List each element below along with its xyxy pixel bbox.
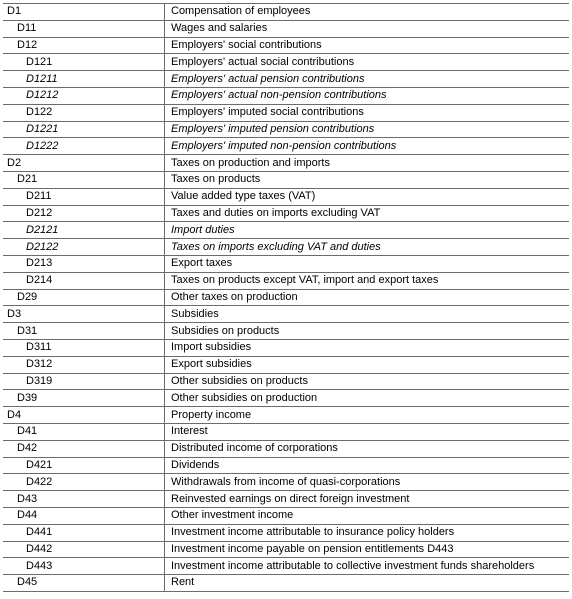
row-label: Import duties — [165, 222, 570, 239]
row-code: D442 — [3, 541, 165, 558]
row-code: D319 — [3, 373, 165, 390]
row-label: Taxes and duties on imports excluding VAT — [165, 205, 570, 222]
table-row — [3, 4, 569, 21]
row-code: D1 — [3, 4, 165, 21]
table-row — [3, 222, 569, 239]
row-label: Employers' imputed social contributions — [165, 104, 570, 121]
table-row — [3, 255, 569, 272]
table-row — [3, 306, 569, 323]
row-label: Subsidies — [165, 306, 570, 323]
table-row — [3, 558, 569, 575]
row-code: D29 — [3, 289, 165, 306]
row-label: Taxes on products — [165, 171, 570, 188]
row-code: D1211 — [3, 71, 165, 88]
row-label: Employers' actual social contributions — [165, 54, 570, 71]
row-code: D3 — [3, 306, 165, 323]
table-row — [3, 289, 569, 306]
table-row — [3, 138, 569, 155]
row-label: Import subsidies — [165, 339, 570, 356]
row-label: Withdrawals from income of quasi-corporations — [165, 474, 570, 491]
table-row — [3, 541, 569, 558]
table-row — [3, 205, 569, 222]
row-code: D4 — [3, 407, 165, 424]
row-code: D44 — [3, 507, 165, 524]
row-code: D211 — [3, 188, 165, 205]
row-code: D2121 — [3, 222, 165, 239]
row-code: D214 — [3, 272, 165, 289]
table-body — [3, 4, 569, 592]
row-label: Other subsidies on products — [165, 373, 570, 390]
table-row — [3, 457, 569, 474]
row-code: D1222 — [3, 138, 165, 155]
row-code: D41 — [3, 423, 165, 440]
table-row — [3, 37, 569, 54]
row-label: Interest — [165, 423, 570, 440]
table-row — [3, 121, 569, 138]
row-code: D312 — [3, 356, 165, 373]
row-code: D45 — [3, 575, 165, 592]
row-code: D2122 — [3, 239, 165, 256]
row-label: Taxes on products except VAT, import and export taxes — [165, 272, 570, 289]
row-code: D43 — [3, 491, 165, 508]
row-code: D2 — [3, 155, 165, 172]
row-label: Investment income attributable to insurance policy holders — [165, 524, 570, 541]
row-label: Dividends — [165, 457, 570, 474]
row-code: D122 — [3, 104, 165, 121]
row-label: Other taxes on production — [165, 289, 570, 306]
row-code: D421 — [3, 457, 165, 474]
row-label: Rent — [165, 575, 570, 592]
row-code: D121 — [3, 54, 165, 71]
row-code: D422 — [3, 474, 165, 491]
table-row — [3, 390, 569, 407]
row-code: D1221 — [3, 121, 165, 138]
row-label: Compensation of employees — [165, 4, 570, 21]
table-row — [3, 575, 569, 592]
row-label: Employers' imputed non-pension contributions — [165, 138, 570, 155]
row-code: D443 — [3, 558, 165, 575]
table-row — [3, 54, 569, 71]
row-label: Employers' actual non-pension contributions — [165, 87, 570, 104]
table-row — [3, 71, 569, 88]
row-code: D311 — [3, 339, 165, 356]
table-row — [3, 188, 569, 205]
row-label: Value added type taxes (VAT) — [165, 188, 570, 205]
classification-table — [3, 3, 569, 592]
row-label: Other subsidies on production — [165, 390, 570, 407]
row-label: Taxes on imports excluding VAT and duties — [165, 239, 570, 256]
row-label: Employers' imputed pension contributions — [165, 121, 570, 138]
table-row — [3, 423, 569, 440]
row-code: D441 — [3, 524, 165, 541]
row-code: D31 — [3, 323, 165, 340]
row-label: Subsidies on products — [165, 323, 570, 340]
table-row — [3, 339, 569, 356]
row-label: Export taxes — [165, 255, 570, 272]
row-code: D1212 — [3, 87, 165, 104]
row-label: Taxes on production and imports — [165, 155, 570, 172]
table-row — [3, 440, 569, 457]
row-code: D213 — [3, 255, 165, 272]
table-row — [3, 104, 569, 121]
row-code: D21 — [3, 171, 165, 188]
row-code: D11 — [3, 20, 165, 37]
row-code: D12 — [3, 37, 165, 54]
row-label: Employers' actual pension contributions — [165, 71, 570, 88]
table-row — [3, 20, 569, 37]
table-row — [3, 507, 569, 524]
table-row — [3, 87, 569, 104]
row-label: Other investment income — [165, 507, 570, 524]
table-row — [3, 356, 569, 373]
row-label: Investment income payable on pension entitlements D443 — [165, 541, 570, 558]
table-row — [3, 272, 569, 289]
table-row — [3, 524, 569, 541]
row-label: Distributed income of corporations — [165, 440, 570, 457]
table-row — [3, 474, 569, 491]
row-label: Export subsidies — [165, 356, 570, 373]
table-row — [3, 323, 569, 340]
table-row — [3, 171, 569, 188]
row-label: Employers' social contributions — [165, 37, 570, 54]
row-label: Property income — [165, 407, 570, 424]
table-row — [3, 407, 569, 424]
table-row — [3, 373, 569, 390]
row-label: Investment income attributable to collective investment funds shareholders — [165, 558, 570, 575]
table-row — [3, 239, 569, 256]
table-row — [3, 491, 569, 508]
row-code: D212 — [3, 205, 165, 222]
row-code: D39 — [3, 390, 165, 407]
table-row — [3, 155, 569, 172]
row-code: D42 — [3, 440, 165, 457]
row-label: Wages and salaries — [165, 20, 570, 37]
row-label: Reinvested earnings on direct foreign investment — [165, 491, 570, 508]
